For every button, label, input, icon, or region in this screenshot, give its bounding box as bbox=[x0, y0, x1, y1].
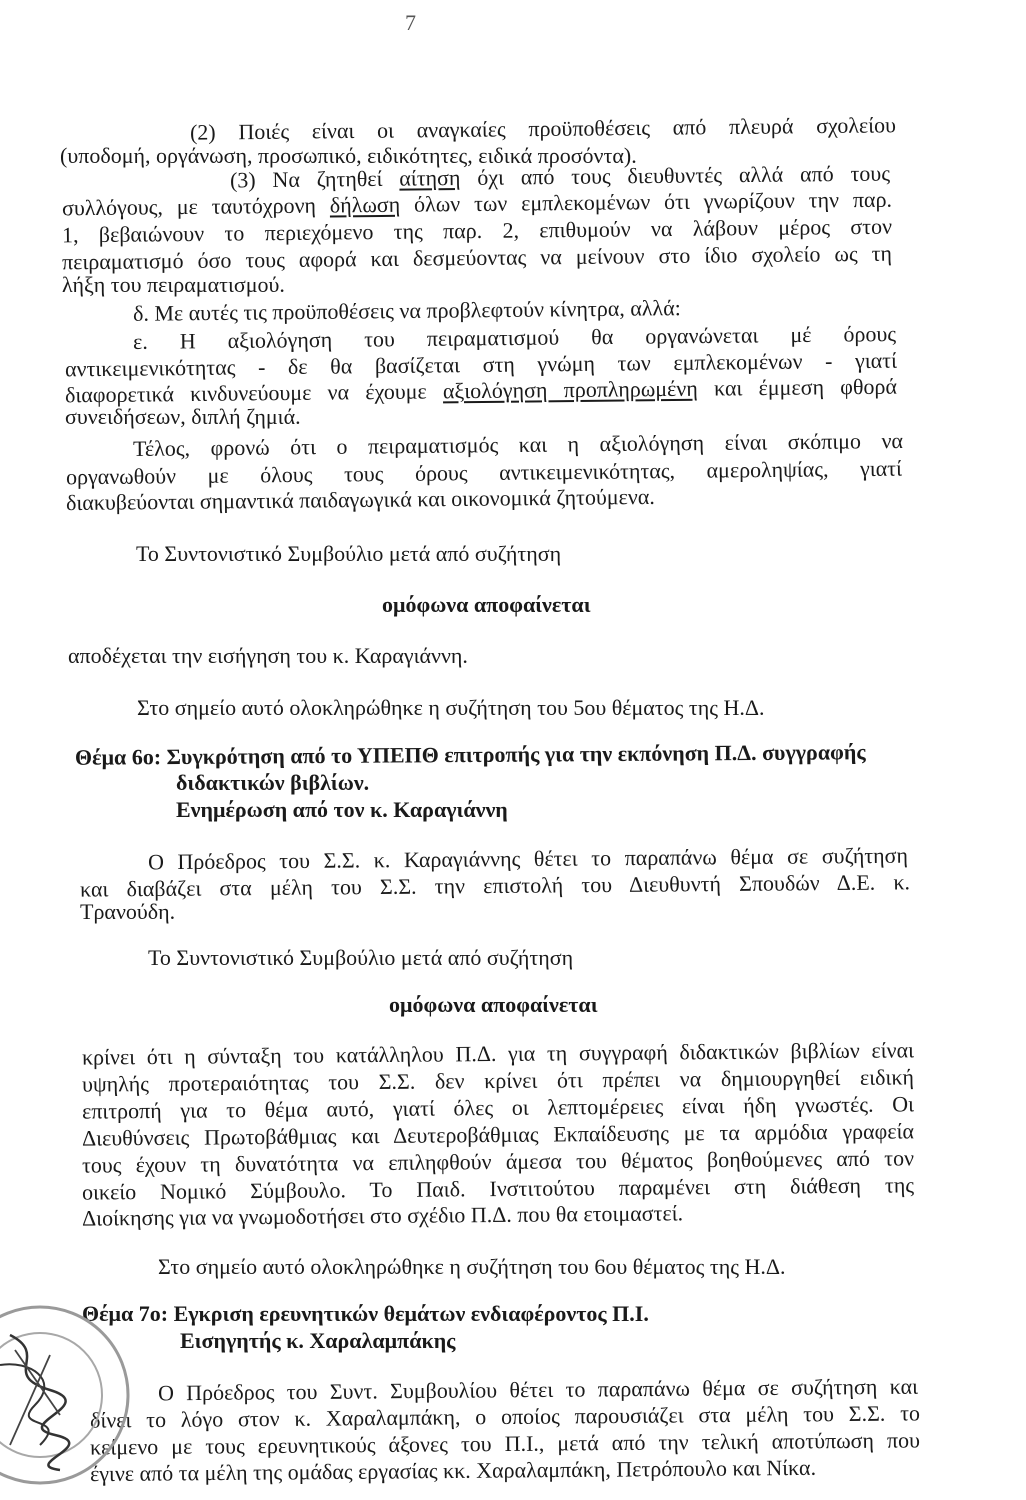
para1-line1: (2) Ποιές είναι οι αναγκαίες προϋποθέσεις από πλευρά σχολείου bbox=[189, 112, 897, 145]
para7-line2: υψηλής προτεραιότητας του Σ.Σ. δεν κρίνει ότι πρέπει να δημιουργηθεί ειδική bbox=[81, 1064, 915, 1097]
para6-line2: και διαβάζει στα μέλη του Σ.Σ. την επιστολή του Διευθυντή Σπουδών Δ.Ε. κ. bbox=[79, 869, 911, 902]
underline-declaration: δήλωση bbox=[329, 191, 401, 218]
para7-line1: κρίνει ότι η σύνταξη του κατάλληλου Π.Δ. για τη συγγραφή διδακτικών βιβλίων είναι bbox=[81, 1037, 915, 1070]
para7-line3: επιτροπή για το θέμα αυτό, γιατί όλες οι λεπτομέρειες είναι ήδη γνωστές. Οι bbox=[81, 1091, 915, 1124]
para8-line1: Ο Πρόεδρος του Συντ. Συμβουλίου θέτει το παραπάνω θέμα σε συζήτηση και bbox=[157, 1373, 919, 1406]
topic7-heading-line2: Εισηγητής κ. Χαραλαμπάκης bbox=[180, 1328, 456, 1353]
end-topic-5: Στο σημείο αυτό ολοκληρώθηκε η συζήτηση του 5ου θέματος της Η.Δ. bbox=[137, 695, 765, 720]
para4-line1: ε. Η αξιολόγηση του πειραματισμού θα οργανώνεται μέ όρους bbox=[132, 321, 897, 354]
para8-line3: κείμενο με τους ερευνητικούς άξονες του Π.Ι., μετά από την τελική αποτύπωση που bbox=[89, 1427, 921, 1460]
para1-line2: (υποδομή, οργάνωση, προσωπικό, ειδικότητες, ειδικά προσόντα). bbox=[60, 143, 637, 168]
para5-line1: Τέλος, φρονώ ότι ο πειραματισμός και η αξιολόγηση είναι σκόπιμο να bbox=[132, 427, 904, 462]
end-topic-6: Στο σημείο αυτό ολοκληρώθηκε η συζήτηση του 6ου θέματος της Η.Δ. bbox=[158, 1254, 786, 1279]
topic6-heading-line3: Ενημέρωση από τον κ. Καραγιάννη bbox=[176, 797, 508, 822]
page-number: 7 bbox=[405, 10, 416, 35]
underline-request: αίτηση bbox=[399, 165, 461, 191]
para6-line1: Ο Πρόεδρος του Σ.Σ. κ. Καραγιάννης θέτει το παραπάνω θέμα σε συζήτηση bbox=[147, 842, 909, 875]
para4-line3: διαφορετικά κινδυνεύουμε να έχουμε αξιολόγηση προπληρωμένη και έμμεση φθορά bbox=[64, 373, 898, 408]
para6-line3: Τρανούδη. bbox=[80, 899, 176, 924]
para5-line2: οργανωθούν με όλους τους όρους αντικειμενικότητας, αμεροληψίας, γιατί bbox=[65, 455, 903, 490]
para4-line2: αντικειμενικότητας - δε θα βασίζεται στη γνώμη των εμπλεκομένων - γιατί bbox=[64, 347, 898, 382]
council-discussion-2: Το Συντονιστικό Συμβούλιο μετά από συζήτηση bbox=[148, 945, 574, 970]
topic6-heading-line2: διδακτικών βιβλίων. bbox=[176, 770, 370, 795]
topic7-heading-line1: Θέμα 7ο: Εγκριση ερευνητικών θεμάτων ενδιαφέροντος Π.Ι. bbox=[82, 1301, 649, 1326]
para7-line6: οικείο Νομικό Σύμβουλο. Το Παιδ. Ινστιτούτου παραμένει στη διάθεση της bbox=[81, 1172, 915, 1205]
para2-line1: (3) Να ζητηθεί αίτηση όχι από τους διευθυντές αλλά από τους bbox=[229, 160, 891, 193]
para2-line5: λήξη του πειραματισμού. bbox=[62, 272, 285, 297]
topic6-heading-line1: Θέμα 6ο: Συγκρότηση από το ΥΠΕΠΘ επιτροπής για την εκπόνηση Π.Δ. συγγραφής bbox=[74, 739, 866, 770]
para4-line4: συνειδήσεων, διπλή ζημιά. bbox=[65, 404, 301, 429]
para7-line7: Διοίκησης για να γνωμοδοτήσει στο σχέδιο Π.Δ. που θα ετοιμαστεί. bbox=[81, 1200, 684, 1231]
unanimous-decision-1: ομόφωνα αποφαίνεται bbox=[382, 592, 591, 617]
council-discussion-1: Το Συντονιστικό Συμβούλιο μετά από συζήτηση bbox=[136, 541, 562, 566]
para5-line3: διακυβεύονται σημαντικά παιδαγωγικά και οικονομικά ζητούμενα. bbox=[65, 483, 655, 516]
para2-line2: συλλόγους, με ταυτόχρονη δήλωση όλων των εμπλεκομένων ότι γνωρίζουν την παρ. bbox=[61, 186, 893, 221]
para2-line4: πειραματισμό όσο τους αφορά και δεσμεύοντας να μείνουν στο ίδιο σχολείο ως τη bbox=[61, 240, 893, 275]
para3: δ. Με αυτές τις προϋποθέσεις να προβλεφτούν κίνητρα, αλλά: bbox=[132, 295, 681, 326]
para7-line5: τους έχουν τη δυνατότητα να επιληφθούν άμεσα του θέματος βοηθούμενες από τον bbox=[81, 1145, 915, 1178]
underline-prepaid-evaluation: αξιολόγηση προπληρωμένη bbox=[442, 375, 698, 404]
para8-line2: δίνει το λόγο στον κ. Χαραλαμπάκη, ο οποίος παρουσιάζει στα μέλη του Σ.Σ. το bbox=[89, 1400, 921, 1433]
accepts-proposal: αποδέχεται την εισήγηση του κ. Καραγιάννη. bbox=[68, 643, 468, 668]
para2-line3: 1, βεβαιώνουν το περιεχόμενο της παρ. 2, επιθυμούν να λάβουν μέρος στον bbox=[61, 213, 893, 248]
para8-line4: έγινε από τα μέλη της ομάδας εργασίας κκ. Χαραλαμπάκη, Πετρόπουλο και Νίκα. bbox=[89, 1454, 817, 1487]
official-stamp-signature bbox=[0, 1295, 140, 1495]
unanimous-decision-2: ομόφωνα αποφαίνεται bbox=[389, 992, 598, 1017]
para7-line4: Διευθύνσεις Πρωτοβάθμιας και Δευτεροβάθμιας Εκπαίδευσης με τα αρμόδια γραφεία bbox=[81, 1118, 915, 1151]
